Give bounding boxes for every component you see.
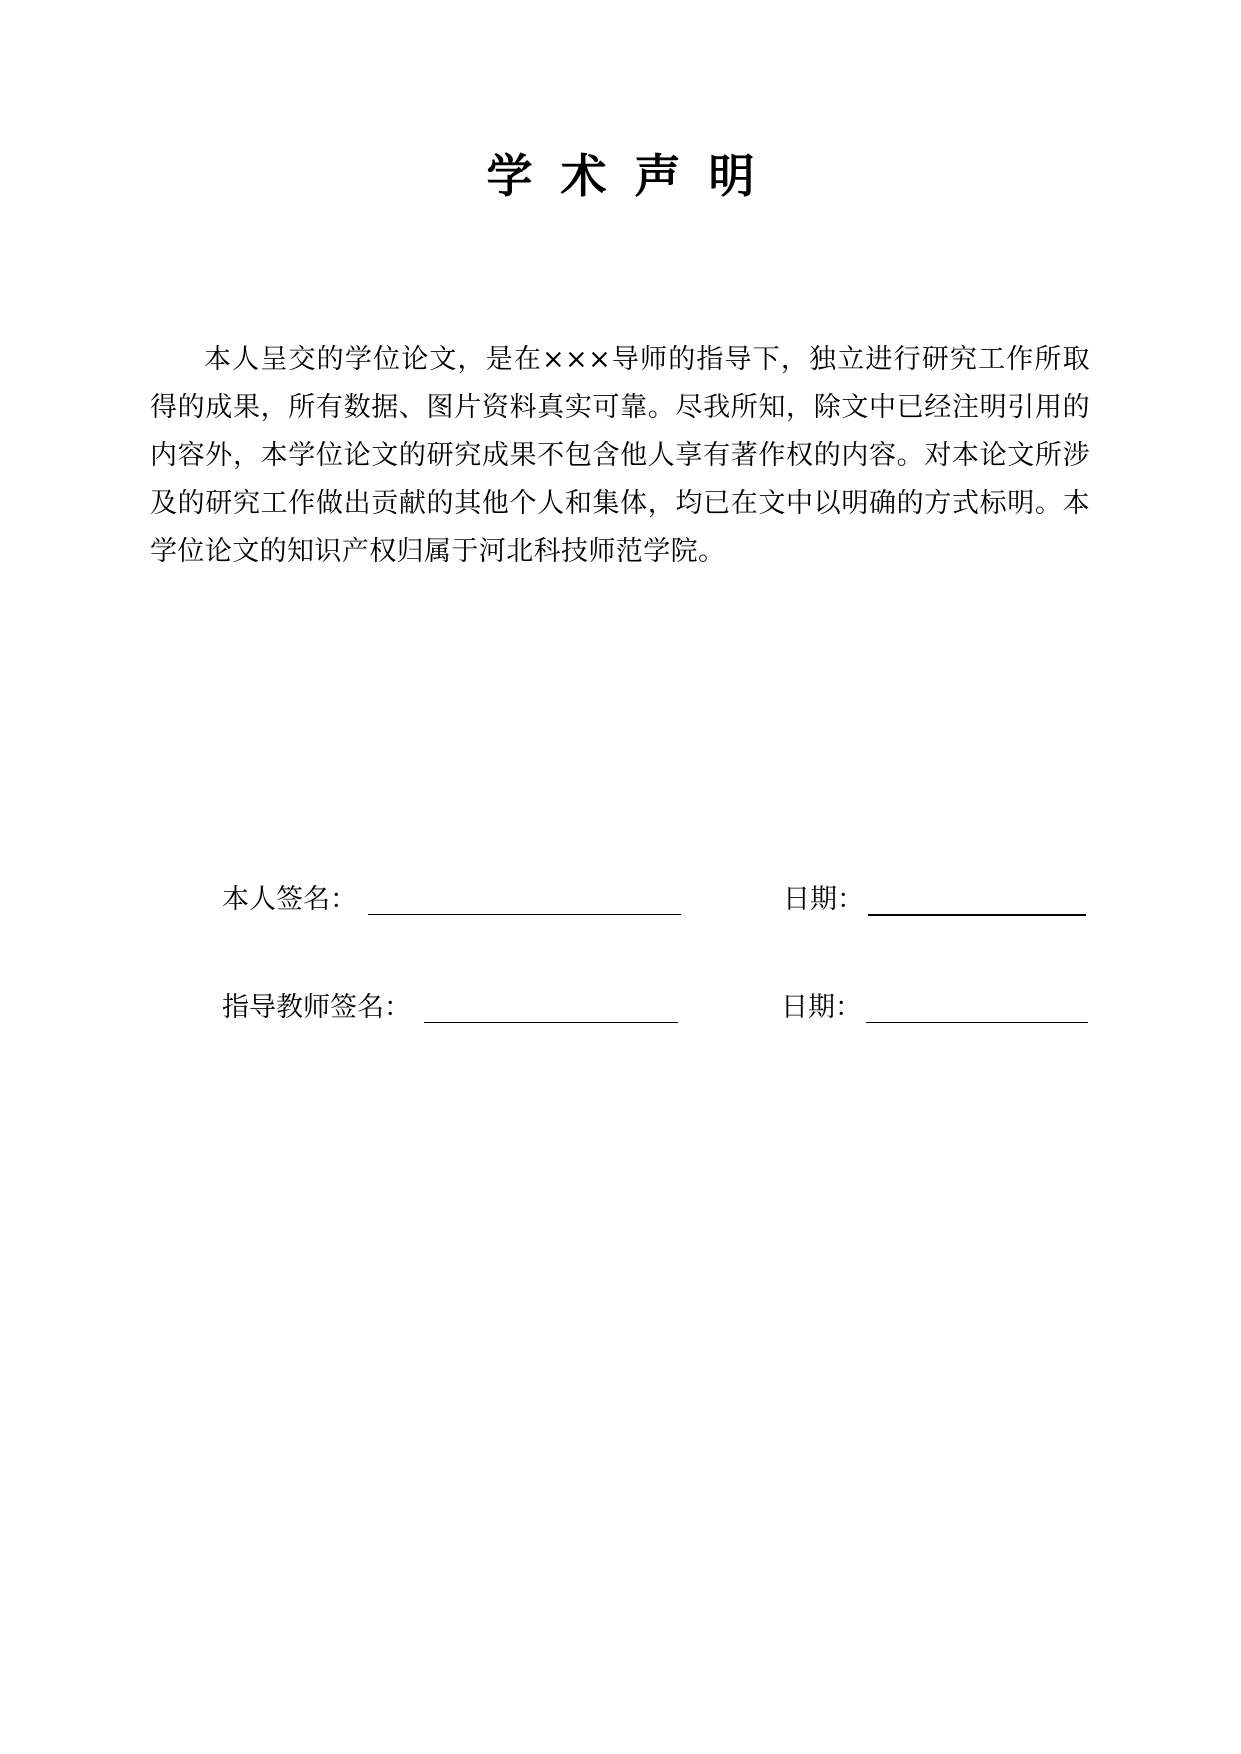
author-date-label: 日期： [783,884,864,915]
author-signature-field[interactable] [368,914,681,915]
author-signature-label: 本人签名： [222,884,357,915]
advisor-date-field[interactable] [866,1022,1088,1023]
declaration-paragraph: 本人呈交的学位论文，是在×××导师的指导下，独立进行研究工作所取得的成果，所有数据、图片资料真实可靠。尽我所知，除文中已经注明引用的内容外，本学位论文的研究成果不包含他人享有著作权的内容。对本论文所涉及的研究工作做出贡献的其他个人和集体，均已在文中以明确的方式标明。本学位论文的知识产权归属于河北科技师范学院。 [150,344,1090,567]
advisor-signature-field[interactable] [424,1022,678,1023]
author-date-field[interactable] [868,914,1086,916]
advisor-date-label: 日期： [781,992,862,1023]
page-title: 学术声明 [486,149,783,203]
advisor-signature-row [0,988,1241,1028]
author-signature-row [0,880,1241,920]
advisor-signature-label: 指导教师签名： [222,992,411,1023]
